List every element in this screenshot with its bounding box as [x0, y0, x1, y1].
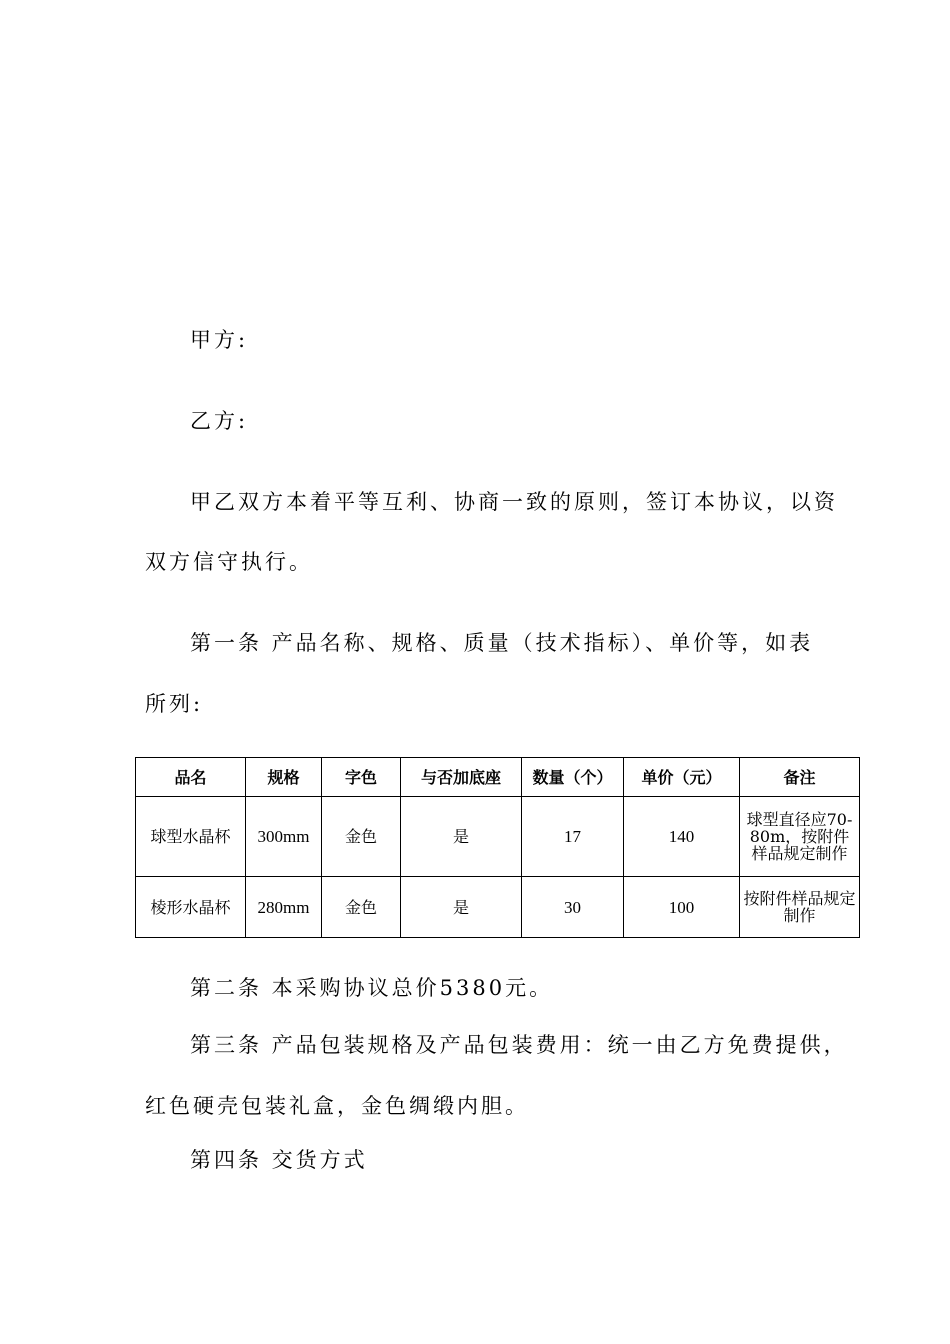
- header-spec: 规格: [246, 758, 322, 797]
- article-3-line-1: 第三条 产品包装规格及产品包装费用：统一由乙方免费提供，: [190, 1033, 848, 1057]
- table-header-row: [136, 758, 860, 797]
- party-a-label: 甲方:: [190, 328, 249, 352]
- cell-spec: 300mm: [246, 797, 322, 877]
- cell-spec: 280mm: [246, 877, 322, 938]
- article-1-line-1: 第一条 产品名称、规格、质量（技术指标）、单价等，如表: [190, 631, 814, 655]
- cell-product-name: 球型水晶杯: [136, 797, 246, 877]
- cell-quantity: 30: [522, 877, 624, 938]
- header-font-color: 字色: [322, 758, 401, 797]
- article-4: 第四条 交货方式: [190, 1148, 368, 1172]
- table-row: [136, 877, 860, 938]
- header-product-name: 品名: [136, 758, 246, 797]
- article-3-line-2: 红色硬壳包装礼盒，金色绸缎内胆。: [145, 1094, 529, 1118]
- header-quantity: 数量（个）: [522, 758, 624, 797]
- header-unit-price: 单价（元）: [624, 758, 740, 797]
- product-spec-table: [135, 757, 860, 938]
- cell-unit-price: 140: [624, 797, 740, 877]
- cell-remarks: 球型直径应70-80m，按附件样品规定制作: [740, 797, 860, 877]
- intro-line-1: 甲乙双方本着平等互利、协商一致的原则，签订本协议，以资: [190, 490, 838, 514]
- intro-line-2: 双方信守执行。: [145, 550, 313, 574]
- cell-base: 是: [401, 877, 522, 938]
- table-row: [136, 797, 860, 877]
- party-b-label: 乙方:: [190, 409, 249, 433]
- cell-unit-price: 100: [624, 877, 740, 938]
- cell-font-color: 金色: [322, 797, 401, 877]
- header-remarks: 备注: [740, 758, 860, 797]
- cell-font-color: 金色: [322, 877, 401, 938]
- header-base: 与否加底座: [401, 758, 522, 797]
- article-2: 第二条 本采购协议总价5380元。: [190, 976, 554, 1000]
- cell-quantity: 17: [522, 797, 624, 877]
- cell-remarks: 按附件样品规定制作: [740, 877, 860, 938]
- cell-base: 是: [401, 797, 522, 877]
- cell-product-name: 棱形水晶杯: [136, 877, 246, 938]
- article-1-line-2: 所列:: [145, 692, 204, 716]
